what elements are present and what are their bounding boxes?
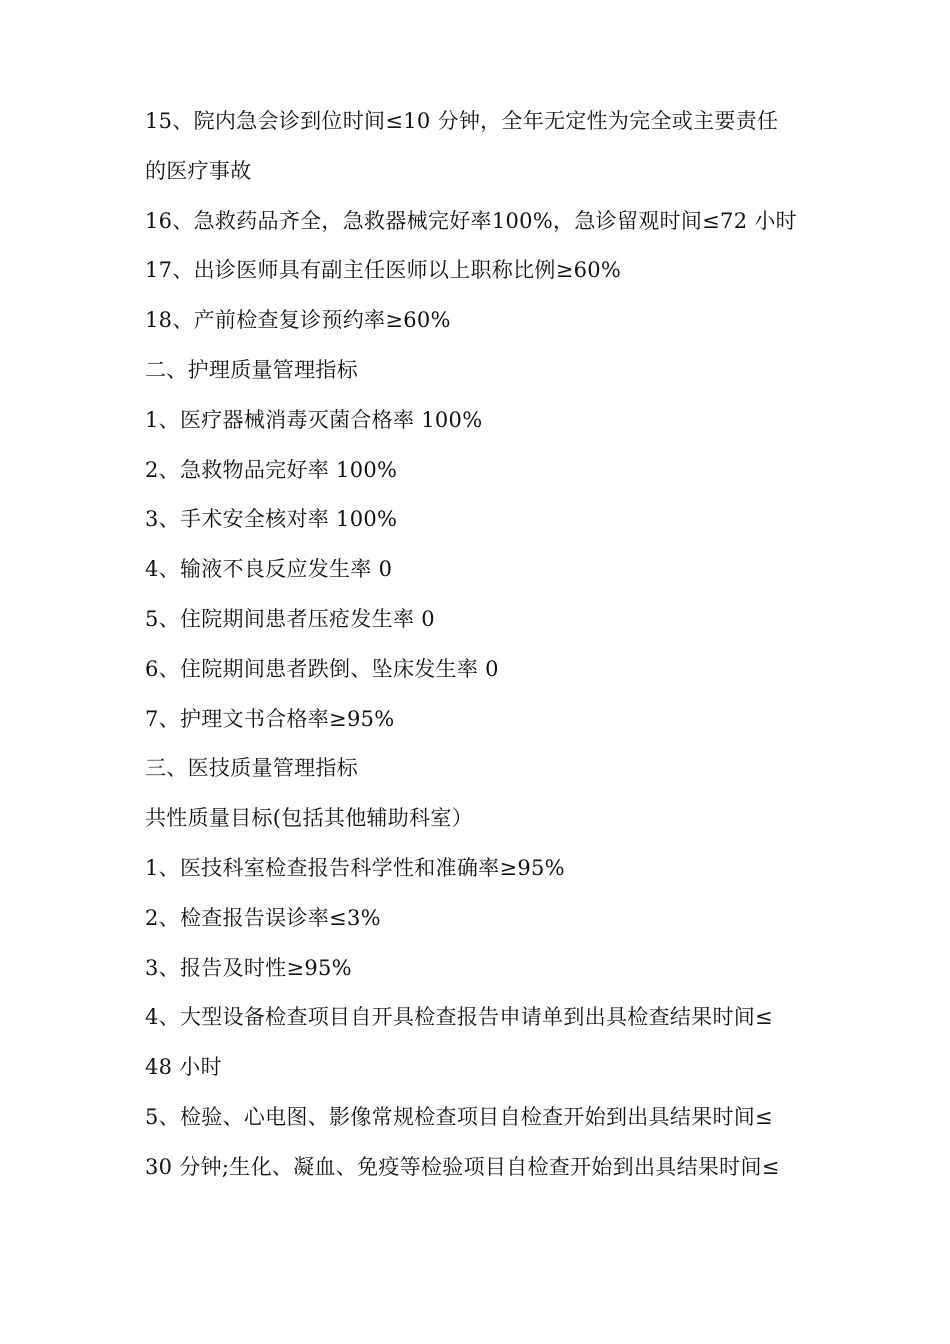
text-line: 16、急救药品齐全，急救器械完好率100%，急诊留观时间≤72 小时 <box>145 208 797 233</box>
text-line: 的医疗事故 <box>145 158 252 183</box>
text-line: 4、大型设备检查项目自开具检查报告申请单到出具检查结果时间≤ <box>145 1005 773 1030</box>
text-line: 7、护理文书合格率≥95% <box>145 706 395 731</box>
text-line: 4、输液不良反应发生率 0 <box>145 557 393 582</box>
text-line: 5、检验、心电图、影像常规检查项目自检查开始到出具结果时间≤ <box>145 1104 773 1129</box>
text-line: 3、手术安全核对率 100% <box>145 507 398 532</box>
document-body <box>145 97 815 1193</box>
section-heading: 二、护理质量管理指标 <box>145 357 358 382</box>
text-line: 18、产前检查复诊预约率≥60% <box>145 308 451 333</box>
text-line: 5、住院期间患者压疮发生率 0 <box>145 606 435 631</box>
text-line: 2、检查报告误诊率≤3% <box>145 905 381 930</box>
text-line: 3、报告及时性≥95% <box>145 955 352 980</box>
text-line: 6、住院期间患者跌倒、坠床发生率 0 <box>145 656 499 681</box>
text-line: 30 分钟;生化、凝血、免疫等检验项目自检查开始到出具结果时间≤ <box>145 1154 780 1179</box>
text-line: 15、院内急会诊到位时间≤10 分钟，全年无定性为完全或主要责任 <box>145 109 779 133</box>
subsection-heading: 共性质量目标(包括其他辅助科室） <box>145 806 473 831</box>
section-heading: 三、医技质量管理指标 <box>145 756 358 781</box>
text-line: 1、医疗器械消毒灭菌合格率 100% <box>145 407 483 432</box>
text-line: 48 小时 <box>145 1055 222 1080</box>
text-line: 17、出诊医师具有副主任医师以上职称比例≥60% <box>145 258 622 283</box>
text-line: 2、急救物品完好率 100% <box>145 457 398 482</box>
text-line: 1、医技科室检查报告科学性和准确率≥95% <box>145 855 565 880</box>
